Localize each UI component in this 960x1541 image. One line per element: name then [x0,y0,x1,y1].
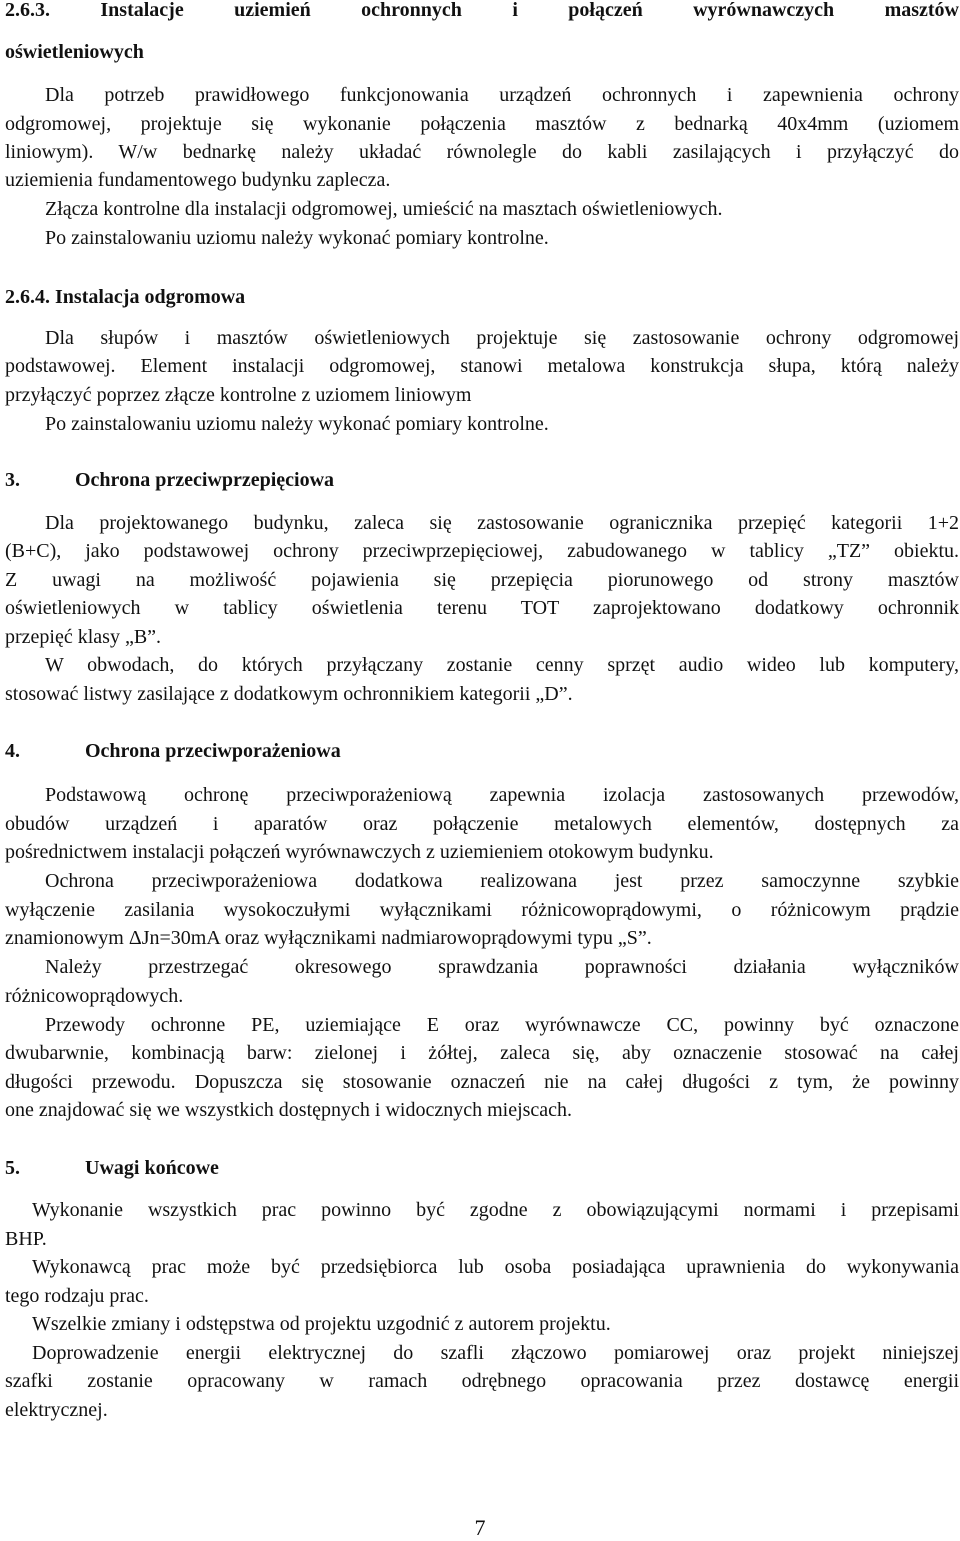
paragraph-line: uziemienia fundamentowego budynku zaplecza. [5,169,391,191]
section-263-heading: 2.6.3. Instalacje uziemień ochronnych i połączeń wyrównawczych masztów [5,0,959,21]
paragraph-line: Z uwagi na możliwość pojawienia się przepięcia piorunowego od strony masztów [5,569,959,591]
section-number: 5. [5,1157,20,1179]
paragraph-line: wyłączenie zasilania wysokoczułymi wyłącznikami różnicowoprądowymi, o różnicowym prądzie [5,899,959,921]
section-4-heading [5,737,959,765]
paragraph-line: Dla słupów i masztów oświetleniowych projektuje się zastosowanie ochrony odgromowej [45,327,959,349]
section-number: 3. [5,469,20,491]
paragraph-line: Złącza kontrolne dla instalacji odgromowej, umieścić na masztach oświetleniowych. [45,198,723,220]
section-number: 4. [5,740,20,762]
section-264-heading: 2.6.4. Instalacja odgromowa [5,286,246,308]
paragraph-line: obudów urządzeń i aparatów oraz połączenie metalowych elementów, dostępnych za [5,813,959,835]
section-5-heading [5,1154,959,1182]
paragraph-line: Podstawową ochronę przeciwporażeniową zapewnia izolacja zastosowanych przewodów, [45,784,959,806]
paragraph-line: Należy przestrzegać okresowego sprawdzania poprawności działania wyłączników [45,956,959,978]
paragraph-line: one znajdować się we wszystkich dostępnych i widocznych miejscach. [5,1099,573,1121]
paragraph-line: długości przewodu. Dopuszcza się stosowanie oznaczeń nie na całej długości z tym, że powinny [5,1071,959,1093]
paragraph-line: stosować listwy zasilające z dodatkowym ochronnikiem kategorii „D”. [5,683,573,705]
paragraph-line: przyłączyć poprzez złącze kontrolne z uziomem liniowym [5,384,472,406]
paragraph-line: Po zainstalowaniu uziomu należy wykonać pomiary kontrolne. [45,413,549,435]
paragraph-line: elektrycznej. [5,1399,108,1421]
paragraph-line: Dla projektowanego budynku, zaleca się zastosowanie ogranicznika przepięć kategorii 1+2 [45,512,959,534]
section-263-heading-cont: oświetleniowych [5,41,144,63]
paragraph-line: dwubarwnie, kombinacją barw: zielonej i żółtej, zaleca się, aby oznaczenie stosować na całej [5,1042,959,1064]
paragraph-line: oświetleniowych w tablicy oświetlenia terenu TOT zaprojektowano dodatkowy ochronnik [5,597,959,619]
paragraph-line: liniowym). W/w bednarkę należy układać równolegle do kabli zasilających i przyłączyć do [5,141,959,163]
paragraph-line: BHP. [5,1228,47,1250]
paragraph-line: znamionowym ΔJn=30mA oraz wyłącznikami nadmiarowoprądowymi typu „S”. [5,927,652,949]
paragraph-line: Po zainstalowaniu uziomu należy wykonać pomiary kontrolne. [45,227,549,249]
paragraph-line: pośrednictwem instalacji połączeń wyrównawczych z uziemieniem otokowym budynku. [5,841,714,863]
paragraph-line: Ochrona przeciwporażeniowa dodatkowa realizowana jest przez samoczynne szybkie [45,870,959,892]
paragraph-line: odgromowej, projektuje się wykonanie połączenia masztów z bednarką 40x4mm (uziomem [5,113,959,135]
section-3-heading [5,466,959,494]
paragraph-line: Przewody ochronne PE, uziemiające E oraz wyrównawcze CC, powinny być oznaczone [45,1014,959,1036]
paragraph-line: (B+C), jako podstawowej ochrony przeciwprzepięciowej, zabudowanego w tablicy „TZ” obiektu. [5,540,959,562]
paragraph-line: W obwodach, do których przyłączany zostanie cenny sprzęt audio wideo lub komputery, [45,654,959,676]
paragraph-line: Dla potrzeb prawidłowego funkcjonowania urządzeń ochronnych i zapewnienia ochrony [45,84,959,106]
paragraph-line: szafki zostanie opracowany w ramach odrębnego opracowania przez dostawcę energii [5,1370,959,1392]
paragraph-line: Doprowadzenie energii elektrycznej do szafli złączowo pomiarowej oraz projekt niniejszej [32,1342,959,1364]
page-number: 7 [474,1515,486,1540]
paragraph-line: przepięć klasy „B”. [5,626,162,648]
paragraph-line: tego rodzaju prac. [5,1285,149,1307]
paragraph-line: Wykonawcą prac może być przedsiębiorca lub osoba posiadająca uprawnienia do wykonywania [32,1256,959,1278]
section-title: Ochrona przeciwporażeniowa [85,740,341,762]
paragraph-line: różnicowoprądowych. [5,985,184,1007]
section-title: Ochrona przeciwprzepięciowa [75,469,335,491]
paragraph-line: podstawowej. Element instalacji odgromowej, stanowi metalowa konstrukcja słupa, którą należy [5,355,959,377]
paragraph-line: Wykonanie wszystkich prac powinno być zgodne z obowiązującymi normami i przepisami [32,1199,959,1221]
section-title: Uwagi końcowe [85,1157,219,1179]
paragraph-line: Wszelkie zmiany i odstępstwa od projektu uzgodnić z autorem projektu. [32,1313,611,1335]
